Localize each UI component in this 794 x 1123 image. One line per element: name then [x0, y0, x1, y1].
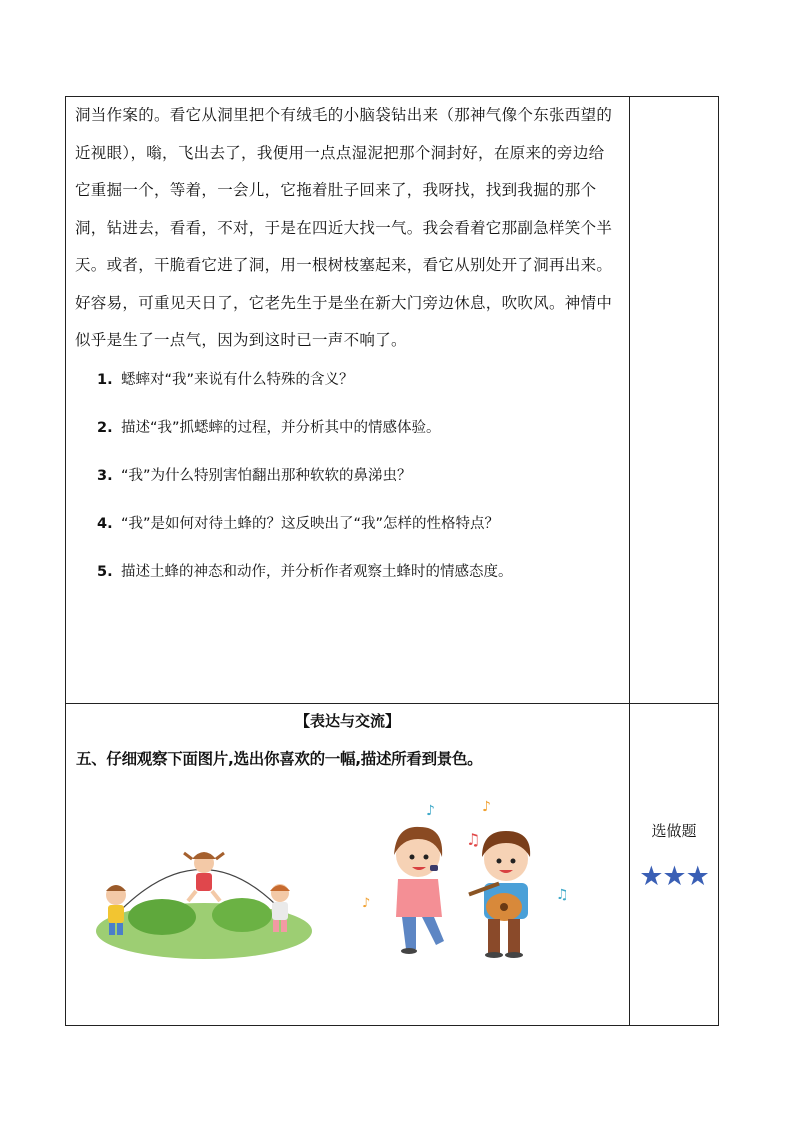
jump-rope-illustration — [92, 839, 312, 969]
question-item — [97, 514, 629, 562]
question-item — [97, 562, 629, 610]
illustration-area — [66, 769, 629, 1009]
optional-box — [630, 704, 718, 890]
question-text: “我”是如何对待土蜂的？这反映出了“我”怎样的性格特点？ — [121, 515, 500, 532]
question-text: 描述“我”抓蟋蟀的过程，并分析其中的情感体验。 — [121, 419, 441, 436]
question-item — [97, 370, 629, 418]
reading-cell — [66, 97, 630, 704]
svg-text:♪: ♪ — [482, 799, 491, 815]
question-text: “我”为什么特别害怕翻出那种软软的鼻涕虫？ — [121, 467, 412, 484]
question-text: 描述土蜂的神态和动作，并分析作者观察土蜂时的情感态度。 — [121, 563, 513, 580]
question-item — [97, 418, 629, 466]
question-number: 2. — [97, 419, 113, 436]
reading-row — [66, 97, 719, 704]
singing-illustration — [356, 799, 576, 969]
question-number: 3. — [97, 467, 113, 484]
svg-text:♪: ♪ — [362, 896, 371, 911]
task-prompt: 五、仔细观察下面图片,选出你喜欢的一幅,描述所看到景色。 — [76, 750, 483, 768]
svg-text:♫: ♫ — [466, 830, 481, 849]
optional-cell — [630, 704, 719, 1026]
question-number: 4. — [97, 515, 113, 532]
expression-row — [66, 704, 719, 1026]
question-list — [66, 370, 629, 610]
expression-cell — [66, 704, 630, 1026]
svg-text:♫: ♫ — [556, 887, 569, 903]
question-number: 1. — [97, 371, 113, 388]
question-text: 蟋蟀对“我”来说有什么特殊的含义？ — [121, 371, 354, 388]
section-title: 【表达与交流】 — [294, 712, 400, 730]
worksheet — [65, 96, 717, 1025]
reading-passage: 洞当作案的。看它从洞里把个有绒毛的小脑袋钻出来（那神气像个东张西望的近视眼），嗡，飞出去了，我便用一点点湿泥把那个洞封好，在原来的旁边给它重掘一个，等着，一会儿，它拖着肚子回来了，我呀找，找到我掘的那个洞，钻进去，看看，不对，于是在四近大找一气。我会看着它那副急样笑个半天。或者，干脆看它进了洞，用一根树枝塞起来，看它从别处开了洞再出来。好容易，可重见天日了，它老先生于是坐在新大门旁边休息，吹吹风。神情中似乎是生了一点气，因为到这时已一声不响了。 — [75, 106, 613, 349]
question-number: 5. — [97, 563, 113, 580]
worksheet-table — [65, 96, 719, 1026]
side-cell-empty — [630, 97, 719, 704]
optional-label: 选做题 — [651, 822, 697, 840]
question-item — [97, 466, 629, 514]
svg-text:♪: ♪ — [426, 803, 435, 819]
difficulty-stars-icon: ★★★ — [639, 861, 709, 892]
